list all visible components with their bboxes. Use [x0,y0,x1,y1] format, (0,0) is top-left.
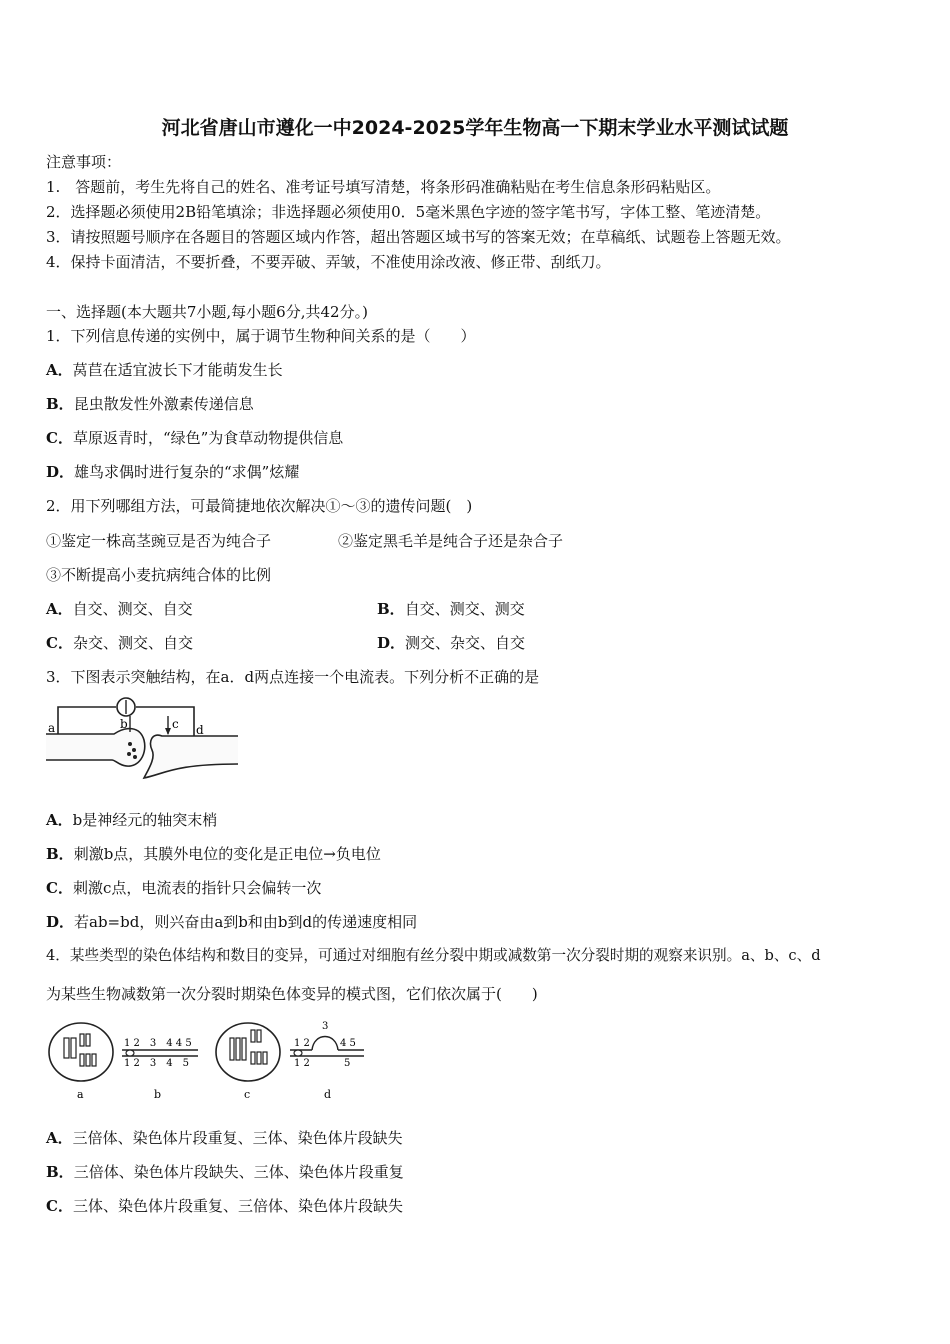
option-text: 三倍体、染色体片段缺失、三体、染色体片段重复 [73,1163,404,1181]
option-label: A． [46,361,73,379]
option-label: D． [377,634,406,652]
page-title: 河北省唐山市遵化一中2024-2025学年生物高一下期末学业水平测试试题 [161,117,789,139]
label-c: c [244,1088,251,1101]
section-heading: 一、选择题(本大题共7小题,每小题6分,共42分。) [46,303,368,321]
option-text: 测交、杂交、自交 [405,634,526,652]
q2-item-2: ②鉴定黑毛羊是纯合子还是杂合子 [338,532,564,550]
q2-stem: 2．用下列哪组方法，可最简捷地依次解决①～③的遗传问题( ) [46,497,473,515]
option-text: 自交、测交、测交 [404,600,525,618]
label-d-bottom1: 1 2 [294,1058,310,1069]
option-label: D． [46,463,75,481]
label-b-top: 1 2 3 4 4 5 [124,1038,192,1049]
q2-option-a [46,599,193,619]
label-b: b [120,717,128,731]
option-text: 自交、测交、自交 [72,600,193,618]
q1-stem: 1．下列信息传递的实例中，属于调节生物种间关系的是（ ） [46,327,476,345]
option-label: A． [46,1129,73,1147]
q4-stem-line1: 4．某些类型的染色体结构和数目的变异，可通过对细胞有丝分裂中期或减数第一次分裂时期的观察来识别。a、b、c、d [46,947,821,964]
option-label: D． [46,913,75,931]
note-item: 4．保持卡面清洁，不要折叠，不要弄破、弄皱，不准使用涂改液、修正带、刮纸刀。 [46,253,611,271]
label-a: a [77,1088,84,1101]
synapse-figure [44,694,240,784]
q4-option-b [46,1162,404,1182]
q3-stem: 3．下图表示突触结构，在a．d两点连接一个电流表。下列分析不正确的是 [46,668,540,686]
option-label: C． [46,1197,73,1215]
q1-option-a [46,360,283,380]
option-text: 昆虫散发性外激素传递信息 [73,395,254,413]
label-d: d [324,1088,332,1101]
option-label: A． [46,811,73,829]
label-d: d [196,723,204,737]
q2-option-c [46,633,193,653]
option-text: 雄鸟求偶时进行复杂的“求偶”炫耀 [74,463,300,481]
option-text: 刺激c点，电流表的指针只会偏转一次 [72,879,322,897]
option-text: 三倍体、染色体片段重复、三体、染色体片段缺失 [72,1129,403,1147]
note-item: 2．选择题必须使用2B铅笔填涂；非选择题必须使用0．5毫米黑色字迹的签字笔书写，字体工整、笔迹清楚。 [46,203,771,221]
label-b-bottom: 1 2 3 4 5 [124,1058,189,1069]
option-text: 若ab=bd，则兴奋由a到b和由b到d的传递速度相同 [74,913,418,931]
q2-option-b [377,599,525,619]
label-d-right: 4 5 [340,1038,356,1049]
option-text: 三体、染色体片段重复、三倍体、染色体片段缺失 [72,1197,403,1215]
option-label: C． [46,634,73,652]
q1-option-d [46,462,299,482]
option-label: B． [377,600,405,618]
q3-option-a [46,810,217,830]
chromosome-figure [44,1016,374,1104]
q4-option-c [46,1196,403,1216]
q3-option-c [46,878,321,898]
option-label: B． [46,395,74,413]
q2-item-3: ③不断提高小麦抗病纯合体的比例 [46,566,272,584]
label-c: c [172,717,179,731]
notes-heading: 注意事项： [46,153,122,171]
option-text: 刺激b点，其膜外电位的变化是正电位→负电位 [73,845,381,863]
note-item: 1. 答题前，考生先将自己的姓名、准考证号填写清楚，将条形码准确粘贴在考生信息条形码粘贴区。 [46,178,721,196]
q3-option-d [46,912,417,932]
option-text: b是神经元的轴突末梢 [72,811,218,829]
q1-option-c [46,428,343,448]
label-d-bottom2: 5 [344,1058,351,1069]
option-label: C． [46,879,73,897]
q2-option-d [377,633,525,653]
label-b: b [154,1088,162,1101]
option-text: 草原返青时，“绿色”为食草动物提供信息 [72,429,344,447]
label-d-loop: 3 [322,1021,329,1032]
label-a: a [48,721,56,735]
q4-stem-line2: 为某些生物减数第一次分裂时期染色体变异的模式图，它们依次属于( ) [46,985,538,1003]
q1-option-b [46,394,254,414]
option-label: A． [46,600,73,618]
option-text: 莴苣在适宜波长下才能萌发生长 [72,361,283,379]
q2-item-1: ①鉴定一株高茎豌豆是否为纯合子 [46,532,272,550]
note-item: 3．请按照题号顺序在各题目的答题区域内作答，超出答题区域书写的答案无效；在草稿纸、试题卷上答题无效。 [46,228,791,246]
option-label: B． [46,845,74,863]
q3-option-b [46,844,381,864]
q4-option-a [46,1128,403,1148]
option-label: C． [46,429,73,447]
option-text: 杂交、测交、自交 [72,634,193,652]
option-label: B． [46,1163,74,1181]
label-d-top: 1 2 [294,1038,310,1049]
